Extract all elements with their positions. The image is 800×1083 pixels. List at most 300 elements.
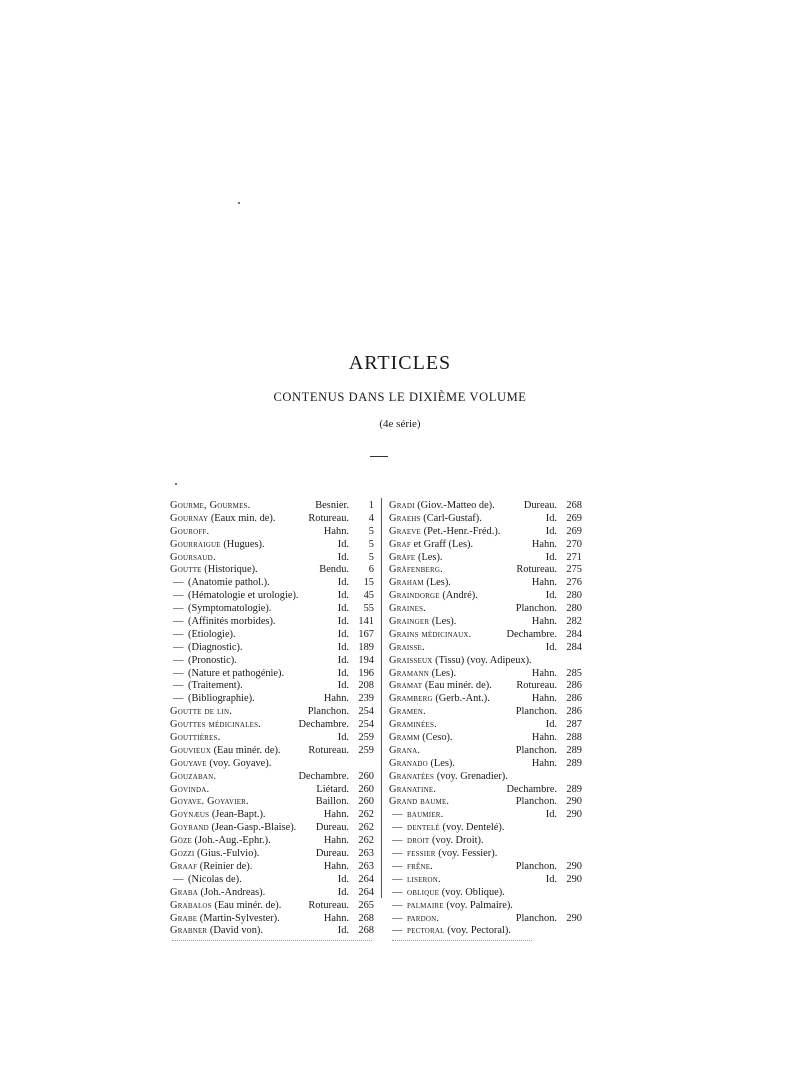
entry-page-number: 271 bbox=[566, 551, 582, 563]
entry-page-number: 268 bbox=[566, 500, 582, 511]
entry-page-number: 269 bbox=[566, 512, 582, 524]
entry-detail: (Hugues). bbox=[220, 538, 265, 550]
entry-detail: (Nicolas de). bbox=[188, 873, 242, 885]
entry-page-number: 189 bbox=[358, 641, 374, 653]
index-entry bbox=[389, 693, 582, 706]
entry-detail: (Symptomatologie). bbox=[188, 603, 272, 615]
entry-page-number: 167 bbox=[358, 628, 374, 640]
entry-title bbox=[389, 642, 542, 655]
entry-author: Id. bbox=[337, 667, 349, 679]
entry-title bbox=[170, 835, 320, 848]
entry-headword: Grabalos bbox=[170, 899, 212, 911]
entry-author: Id. bbox=[545, 809, 557, 821]
index-entry bbox=[170, 552, 374, 565]
index-entry bbox=[389, 745, 582, 758]
entry-detail: (Diagnostic). bbox=[188, 641, 243, 653]
entry-detail: (voy. Dentelé). bbox=[439, 822, 505, 834]
entry-title bbox=[170, 564, 315, 577]
entry-headword: droit bbox=[407, 835, 430, 847]
entry-title bbox=[188, 693, 320, 706]
entry-detail: (Pronostic). bbox=[188, 654, 237, 666]
entry-page-number: 276 bbox=[566, 577, 582, 589]
entry-title bbox=[170, 719, 295, 732]
entry-page-number: 4 bbox=[368, 512, 374, 524]
entry-page-number: 262 bbox=[358, 809, 374, 821]
index-entry bbox=[170, 603, 374, 616]
entry-detail: (voy. Oblique). bbox=[439, 886, 505, 898]
entry-detail: (voy. Goyave). bbox=[206, 757, 272, 769]
entry-author: Id. bbox=[337, 603, 349, 615]
index-entry bbox=[170, 616, 374, 629]
index-entry bbox=[389, 835, 582, 848]
entry-headword: palmaire bbox=[407, 899, 444, 911]
page-subtitle: CONTENUS DANS LE DIXIÈME VOLUME bbox=[273, 390, 527, 404]
entry-page-number: 196 bbox=[358, 667, 374, 679]
entry-detail: (Historique). bbox=[201, 564, 258, 576]
entry-author: Dureau. bbox=[523, 500, 557, 511]
index-entry bbox=[389, 796, 582, 809]
entry-page-number: 284 bbox=[566, 628, 582, 640]
entry-author: Id. bbox=[337, 590, 349, 602]
entry-detail: (Traitement). bbox=[188, 680, 243, 692]
entry-title bbox=[170, 745, 304, 758]
entry-headword: Gouvieux bbox=[170, 744, 211, 756]
index-entry bbox=[389, 680, 582, 693]
entry-author: Hahn. bbox=[323, 525, 349, 537]
entry-detail: (Les). bbox=[427, 757, 455, 769]
entry-author: Hahn. bbox=[323, 835, 349, 847]
index-entry bbox=[170, 874, 374, 887]
entry-headword: Gramann bbox=[389, 667, 430, 679]
index-entry bbox=[389, 874, 582, 887]
entry-headword: Gouyave bbox=[170, 757, 207, 769]
entry-author: Rotureau. bbox=[516, 564, 557, 576]
index-entry bbox=[170, 887, 374, 900]
entry-title bbox=[170, 900, 304, 913]
repeat-dash: — bbox=[173, 590, 184, 602]
entry-author: Id. bbox=[337, 628, 349, 640]
entry-title bbox=[389, 693, 528, 706]
index-entry bbox=[389, 925, 582, 938]
entry-page-number: 268 bbox=[358, 912, 374, 924]
entry-title bbox=[389, 500, 520, 513]
index-column-left bbox=[170, 500, 374, 938]
entry-title bbox=[389, 771, 553, 784]
index-entry bbox=[170, 913, 374, 926]
index-entry bbox=[389, 848, 582, 861]
entry-title bbox=[407, 900, 553, 913]
repeat-dash: — bbox=[173, 577, 184, 589]
entry-author: Dechambre. bbox=[506, 783, 557, 795]
entry-detail: (Eau minér. de). bbox=[211, 899, 282, 911]
entry-detail: (Joh.-Aug.-Ephr.). bbox=[191, 835, 271, 847]
entry-title bbox=[188, 874, 334, 887]
entry-title bbox=[389, 577, 528, 590]
index-column-right bbox=[389, 500, 582, 938]
entry-author: Hahn. bbox=[323, 912, 349, 924]
index-entry bbox=[389, 822, 582, 835]
entry-title bbox=[170, 796, 312, 809]
entry-title bbox=[389, 655, 553, 668]
entry-author: Id. bbox=[545, 525, 557, 537]
entry-author: Hahn. bbox=[531, 693, 557, 705]
entry-page-number: 289 bbox=[566, 744, 582, 756]
repeat-dash: — bbox=[173, 628, 184, 640]
entry-headword: Gräfenberg. bbox=[389, 564, 443, 576]
entry-detail: (Étiologie). bbox=[188, 628, 236, 640]
entry-author: Dechambre. bbox=[506, 628, 557, 640]
entry-detail: (Gius.-Fulvio). bbox=[194, 848, 260, 860]
entry-title bbox=[170, 784, 312, 797]
bleed-through-line bbox=[172, 940, 372, 942]
entry-title bbox=[188, 629, 334, 642]
entry-detail: (Les). bbox=[429, 616, 457, 628]
entry-title bbox=[188, 616, 334, 629]
entry-author: Id. bbox=[545, 873, 557, 885]
entry-detail: (voy. Droit). bbox=[429, 835, 484, 847]
entry-author: Planchon. bbox=[515, 603, 557, 615]
entry-title bbox=[407, 835, 553, 848]
entry-headword: Göze bbox=[170, 835, 192, 847]
entry-title bbox=[389, 732, 528, 745]
index-entry bbox=[389, 513, 582, 526]
entry-title bbox=[389, 706, 512, 719]
entry-headword: Graisse. bbox=[389, 641, 425, 653]
entry-author: Id. bbox=[337, 680, 349, 692]
entry-detail: (Les). bbox=[415, 551, 443, 563]
entry-author: Planchon. bbox=[307, 706, 349, 718]
entry-title bbox=[389, 784, 503, 797]
entry-headword: pardon. bbox=[407, 912, 440, 924]
repeat-dash: — bbox=[392, 822, 403, 834]
entry-title bbox=[389, 629, 503, 642]
entry-author: Planchon. bbox=[515, 912, 557, 924]
entry-page-number: 239 bbox=[358, 693, 374, 705]
index-entry bbox=[170, 822, 374, 835]
entry-title bbox=[170, 706, 304, 719]
index-entry bbox=[389, 668, 582, 681]
entry-page-number: 1 bbox=[368, 500, 374, 511]
entry-title bbox=[188, 642, 334, 655]
entry-title bbox=[407, 913, 512, 926]
entry-author: Hahn. bbox=[531, 577, 557, 589]
entry-headword: Goutte bbox=[170, 564, 202, 576]
index-entry bbox=[389, 590, 582, 603]
entry-page-number: 280 bbox=[566, 590, 582, 602]
entry-headword: dentelé bbox=[407, 822, 440, 834]
entry-headword: Granatine. bbox=[389, 783, 437, 795]
entry-page-number: 194 bbox=[358, 654, 374, 666]
entry-title bbox=[389, 796, 512, 809]
entry-headword: Grabe bbox=[170, 912, 198, 924]
entry-author: Id. bbox=[545, 590, 557, 602]
entry-author: Hahn. bbox=[323, 693, 349, 705]
entry-page-number: 286 bbox=[566, 706, 582, 718]
entry-title bbox=[170, 771, 295, 784]
entry-author: Dureau. bbox=[315, 848, 349, 860]
entry-author: Id. bbox=[337, 654, 349, 666]
entry-detail: (Affinités morbides). bbox=[188, 616, 276, 628]
entry-headword: Grabner bbox=[170, 925, 208, 937]
entry-title bbox=[407, 861, 512, 874]
entry-page-number: 290 bbox=[566, 912, 582, 924]
index-entry bbox=[170, 668, 374, 681]
entry-detail: (voy. Palmaire). bbox=[443, 899, 513, 911]
entry-title bbox=[170, 913, 320, 926]
entry-title bbox=[389, 668, 528, 681]
entry-title bbox=[389, 564, 512, 577]
index-entry bbox=[170, 796, 374, 809]
entry-headword: Goursaud. bbox=[170, 551, 216, 563]
entry-headword: Goyave. Goyavier. bbox=[170, 796, 249, 808]
entry-page-number: 259 bbox=[358, 732, 374, 744]
index-entry bbox=[389, 539, 582, 552]
entry-headword: Goynæus bbox=[170, 809, 210, 821]
entry-title bbox=[389, 758, 528, 771]
entry-page-number: 15 bbox=[363, 577, 374, 589]
index-entry bbox=[389, 642, 582, 655]
entry-page-number: 254 bbox=[358, 706, 374, 718]
entry-headword: Grains médicinaux. bbox=[389, 628, 472, 640]
index-entry bbox=[170, 693, 374, 706]
entry-page-number: 264 bbox=[358, 873, 374, 885]
entry-page-number: 290 bbox=[566, 796, 582, 808]
entry-author: Id. bbox=[337, 577, 349, 589]
entry-title bbox=[170, 861, 320, 874]
entry-title bbox=[389, 603, 512, 616]
entry-author: Id. bbox=[337, 538, 349, 550]
index-entry bbox=[170, 539, 374, 552]
repeat-dash: — bbox=[392, 886, 403, 898]
index-entry bbox=[389, 629, 582, 642]
entry-author: Id. bbox=[337, 551, 349, 563]
entry-author: Rotureau. bbox=[308, 744, 349, 756]
repeat-dash: — bbox=[392, 899, 403, 911]
entry-detail: (Jean-Gasp.-Blaise). bbox=[208, 822, 297, 834]
entry-headword: Gozzi bbox=[170, 848, 195, 860]
entry-page-number: 263 bbox=[358, 848, 374, 860]
entry-page-number: 289 bbox=[566, 757, 582, 769]
entry-page-number: 290 bbox=[566, 809, 582, 821]
entry-author: Hahn. bbox=[323, 809, 349, 821]
entry-headword: Grainger bbox=[389, 616, 430, 628]
entry-title bbox=[389, 526, 542, 539]
entry-author: Bendu. bbox=[319, 564, 349, 576]
page-title: ARTICLES bbox=[348, 352, 452, 374]
index-entry bbox=[170, 900, 374, 913]
entry-page-number: 45 bbox=[363, 590, 374, 602]
entry-headword: Graaf bbox=[170, 860, 198, 872]
index-entry bbox=[389, 719, 582, 732]
entry-detail: (Ceso). bbox=[419, 732, 453, 744]
entry-page-number: 141 bbox=[358, 616, 374, 628]
index-entry bbox=[170, 526, 374, 539]
repeat-dash: — bbox=[173, 641, 184, 653]
index-entry bbox=[389, 784, 582, 797]
entry-page-number: 5 bbox=[368, 551, 374, 563]
entry-headword: Goutte de lin. bbox=[170, 706, 233, 718]
entry-detail: (Gerb.-Ant.). bbox=[432, 693, 490, 705]
repeat-dash: — bbox=[392, 873, 403, 885]
repeat-dash: — bbox=[173, 654, 184, 666]
entry-author: Rotureau. bbox=[516, 680, 557, 692]
entry-author: Hahn. bbox=[531, 616, 557, 628]
index-entry bbox=[389, 887, 582, 900]
entry-title bbox=[407, 887, 553, 900]
entry-author: Hahn. bbox=[531, 757, 557, 769]
entry-headword: Graindorge bbox=[389, 590, 440, 602]
index-entry bbox=[170, 848, 374, 861]
entry-detail: (Bibliographie). bbox=[188, 693, 255, 705]
entry-headword: Granado bbox=[389, 757, 428, 769]
entry-title bbox=[170, 552, 334, 565]
index-entry bbox=[170, 642, 374, 655]
entry-headword: Graines. bbox=[389, 603, 426, 615]
entry-headword: Gramat bbox=[389, 680, 423, 692]
entry-detail: (Pet.-Henr.-Fréd.). bbox=[421, 525, 501, 537]
entry-detail: (Tissu) (voy. Adipeux). bbox=[432, 654, 532, 666]
entry-title bbox=[407, 809, 542, 822]
entry-page-number: 269 bbox=[566, 525, 582, 537]
index-entry bbox=[170, 500, 374, 513]
entry-author: Liétard. bbox=[316, 783, 349, 795]
entry-page-number: 259 bbox=[358, 744, 374, 756]
entry-title bbox=[188, 603, 334, 616]
entry-detail: (Anatomie pathol.). bbox=[188, 577, 270, 589]
entry-page-number: 260 bbox=[358, 796, 374, 808]
entry-title bbox=[188, 680, 334, 693]
entry-title bbox=[389, 616, 528, 629]
entry-author: Planchon. bbox=[515, 860, 557, 872]
entry-title bbox=[407, 822, 553, 835]
entry-headword: Goyrand bbox=[170, 822, 209, 834]
entry-headword: Gourraigue bbox=[170, 538, 221, 550]
entry-headword: Graba bbox=[170, 886, 198, 898]
entry-author: Id. bbox=[337, 732, 349, 744]
entry-title bbox=[170, 809, 320, 822]
entry-detail: (Carl-Gustaf). bbox=[420, 512, 482, 524]
series-note: (4e série) bbox=[379, 418, 421, 430]
repeat-dash: — bbox=[173, 603, 184, 615]
index-entry bbox=[170, 706, 374, 719]
entry-headword: Granatées bbox=[389, 770, 435, 782]
entry-detail: et Graff (Les). bbox=[410, 538, 474, 550]
index-entry bbox=[389, 771, 582, 784]
entry-detail: (Hématologie et urologie). bbox=[188, 590, 299, 602]
entry-title bbox=[407, 874, 542, 887]
entry-author: Id. bbox=[337, 641, 349, 653]
entry-page-number: 288 bbox=[566, 732, 582, 744]
entry-title bbox=[170, 925, 334, 938]
index-entry bbox=[170, 655, 374, 668]
entry-title bbox=[170, 539, 334, 552]
entry-page-number: 254 bbox=[358, 719, 374, 731]
entry-detail: (David von). bbox=[207, 925, 263, 937]
entry-title bbox=[170, 822, 312, 835]
repeat-dash: — bbox=[173, 693, 184, 705]
entry-author: Id. bbox=[337, 925, 349, 937]
entry-headword: fessier bbox=[407, 848, 436, 860]
entry-page-number: 265 bbox=[358, 899, 374, 911]
index-entry bbox=[170, 835, 374, 848]
entry-headword: Gramm bbox=[389, 732, 420, 744]
entry-headword: Graehs bbox=[389, 512, 421, 524]
entry-headword: Graisseux bbox=[389, 654, 433, 666]
index-entry bbox=[170, 861, 374, 874]
index-entry bbox=[389, 603, 582, 616]
entry-headword: Gramen. bbox=[389, 706, 426, 718]
entry-author: Planchon. bbox=[515, 706, 557, 718]
entry-author: Besnier. bbox=[315, 500, 349, 511]
entry-author: Hahn. bbox=[323, 860, 349, 872]
entry-page-number: 289 bbox=[566, 783, 582, 795]
entry-detail: (Eau minér. de). bbox=[422, 680, 492, 692]
entry-author: Id. bbox=[545, 719, 557, 731]
index-entry bbox=[389, 577, 582, 590]
repeat-dash: — bbox=[173, 667, 184, 679]
entry-detail: (Nature et pathogénie). bbox=[188, 667, 285, 679]
entry-headword: Gradi bbox=[389, 500, 415, 511]
index-entry bbox=[170, 513, 374, 526]
entry-title bbox=[170, 526, 320, 539]
index-entry bbox=[170, 758, 374, 771]
index-entry bbox=[389, 900, 582, 913]
entry-title bbox=[170, 500, 311, 513]
entry-detail: (Les). bbox=[429, 667, 457, 679]
index-entry bbox=[389, 809, 582, 822]
entry-author: Hahn. bbox=[531, 732, 557, 744]
entry-page-number: 284 bbox=[566, 641, 582, 653]
entry-detail: (Martin-Sylvester). bbox=[197, 912, 280, 924]
index-entry bbox=[389, 616, 582, 629]
index-entry bbox=[389, 861, 582, 874]
entry-title bbox=[188, 668, 334, 681]
entry-headword: frêne. bbox=[407, 860, 433, 872]
entry-headword: baumier. bbox=[407, 809, 444, 821]
entry-title bbox=[170, 732, 334, 745]
index-entry bbox=[389, 706, 582, 719]
entry-title bbox=[389, 552, 542, 565]
entry-author: Id. bbox=[545, 512, 557, 524]
index-entry bbox=[389, 732, 582, 745]
entry-title bbox=[170, 848, 312, 861]
entry-author: Hahn. bbox=[531, 538, 557, 550]
repeat-dash: — bbox=[392, 848, 403, 860]
entry-title bbox=[389, 719, 542, 732]
entry-page-number: 268 bbox=[358, 925, 374, 937]
entry-detail: (Eau minér. de). bbox=[211, 744, 281, 756]
entry-title bbox=[407, 925, 553, 938]
entry-headword: Grana. bbox=[389, 744, 421, 756]
entry-author: Id. bbox=[337, 886, 349, 898]
index-entry bbox=[389, 500, 582, 513]
entry-detail: (Jean-Bapt.). bbox=[209, 809, 266, 821]
entry-headword: Gourme, Gourmes. bbox=[170, 500, 251, 511]
index-entry bbox=[389, 913, 582, 926]
index-entry bbox=[389, 655, 582, 668]
entry-detail: (Eaux min. de). bbox=[208, 512, 276, 524]
entry-author: Rotureau. bbox=[308, 512, 349, 524]
index-entry bbox=[389, 552, 582, 565]
entry-page-number: 260 bbox=[358, 770, 374, 782]
entry-page-number: 286 bbox=[566, 693, 582, 705]
entry-author: Planchon. bbox=[515, 744, 557, 756]
entry-headword: Govinda. bbox=[170, 783, 210, 795]
column-divider bbox=[381, 498, 382, 898]
index-entry bbox=[170, 745, 374, 758]
index-entry bbox=[170, 719, 374, 732]
entry-detail: (Giov.-Matteo de). bbox=[414, 500, 495, 511]
